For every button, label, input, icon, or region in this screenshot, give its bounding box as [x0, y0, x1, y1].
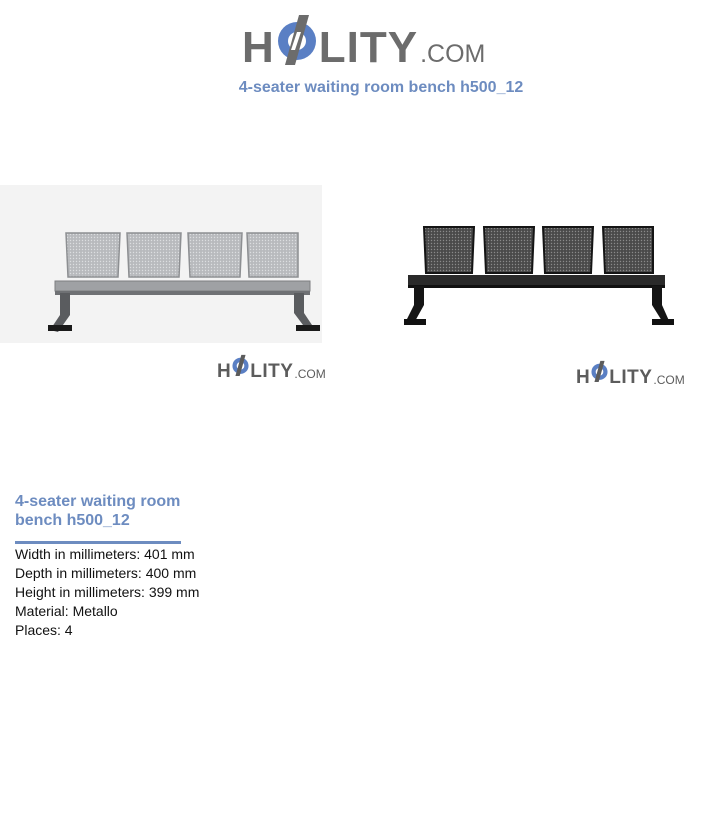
silver-bench-photo: [0, 185, 322, 343]
spec-depth: Depth in millimeters: 400 mm: [15, 565, 197, 581]
spec-material: Material: Metallo: [15, 603, 118, 619]
black-bench-photo: [400, 185, 720, 340]
spec-list: [15, 545, 199, 640]
spec-width: Width in millimeters: 401 mm: [15, 546, 195, 562]
logo-o-icon: [231, 354, 250, 381]
logo-letter-h: H: [217, 361, 232, 382]
page-title: 4-seater waiting room bench h500_12: [238, 79, 524, 96]
logo-o-icon: [590, 360, 609, 387]
holity-logo-small: [217, 354, 326, 381]
logo-letters-lity: LITY: [250, 361, 294, 382]
holity-logo[interactable]: [242, 14, 485, 70]
holity-logo-small: [576, 360, 685, 387]
logo-suffix: .COM: [653, 373, 685, 387]
product-title: 4-seater waiting room bench h500_12: [15, 493, 181, 529]
spec-places: Places: 4: [15, 622, 73, 638]
logo-o-icon: [275, 13, 319, 70]
spec-height: Height in millimeters: 399 mm: [15, 584, 200, 600]
title-underline: [15, 541, 181, 544]
logo-letter-h: H: [242, 23, 275, 72]
logo-letters-lity: LITY: [318, 23, 419, 72]
logo-suffix: .COM: [420, 40, 486, 68]
logo-letter-h: H: [576, 367, 591, 388]
logo-suffix: .COM: [294, 367, 326, 381]
logo-letters-lity: LITY: [609, 367, 653, 388]
